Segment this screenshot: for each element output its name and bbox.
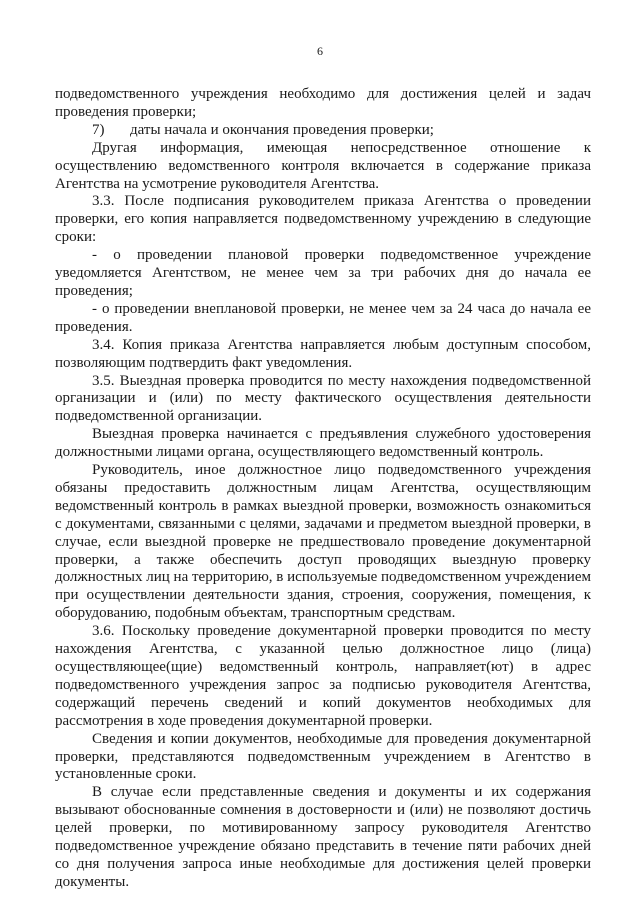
- paragraph: - о проведении плановой проверки подведомственное учреждение уведомляется Агентством, не менее чем за три рабочих дня до начала ее проведения;: [55, 247, 591, 299]
- list-item: [55, 122, 591, 140]
- paragraph: 3.4. Копия приказа Агентства направляется любым доступным способом, позволяющим подтвердить факт уведомления.: [55, 336, 591, 371]
- paragraph: Руководитель, иное должностное лицо подведомственного учреждения обязаны предоставить должностным лицам Агентства, осуществляющим ведомственный контроль в рамках выездной проверки, возможность ознакомиться с документами, связанными с целями, задачами и предметом выездной проверки, в случае, если выездной проверке не предшествовало проведение документарной проверки, а также обеспечить доступ проводящих выездную проверку должностных лиц на территорию, в используемые подведомственном учреждением при осуществлении деятельности здания, строения, сооружения, помещения, к оборудованию, подобным объектам, транспортным средствам.: [55, 462, 591, 622]
- list-item-text: даты начала и окончания проведения проверки;: [130, 121, 434, 138]
- paragraph: 3.5. Выездная проверка проводится по месту нахождения подведомственной организации и (или) по месту фактического осуществления деятельности подведомственной организации.: [55, 372, 591, 425]
- paragraph: Сведения и копии документов, необходимые для проведения документарной проверки, представляются подведомственным учреждением в Агентство в установленные сроки.: [55, 730, 591, 783]
- paragraph: Другая информация, имеющая непосредственное отношение к осуществлению ведомственного контроля включается в содержание приказа Агентства на усмотрение руководителя Агентства.: [55, 139, 591, 192]
- list-item-number: 7): [92, 121, 105, 138]
- paragraph: 3.6. Поскольку проведение документарной проверки проводится по месту нахождения Агентства, с указанной целью должностное лицо (лица) осуществляющее(щие) ведомственный контроль, направляет(ют) в адрес подведомственного учреждения запрос за подписью руководителя Агентства, содержащий перечень сведений и копий документов необходимых для рассмотрения в ходе проведения документарной проверки.: [55, 623, 591, 729]
- paragraph: - о проведении внеплановой проверки, не менее чем за 24 часа до начала ее проведения.: [55, 300, 591, 335]
- document-body: [55, 86, 591, 892]
- paragraph: подведомственного учреждения необходимо для достижения целей и задач проведения проверки;: [55, 86, 591, 120]
- paragraph: В случае если представленные сведения и документы и их содержания вызывают обоснованные сомнения в достоверности и (или) не позволяют достичь целей проверки, по мотивированному запросу руководителя Агентство подведомственное учреждение обязано представить в течение пяти рабочих дней со дня получения запроса иные необходимые для достижения целей проверки документы.: [55, 784, 591, 890]
- paragraph: 3.3. После подписания руководителем приказа Агентства о проведении проверки, его копия направляется подведомственному учреждению в следующие сроки:: [55, 193, 591, 246]
- page-number: 6: [317, 44, 323, 58]
- paragraph: Выездная проверка начинается с предъявления служебного удостоверения должностными лицами органа, осуществляющего ведомственный контроль.: [55, 426, 591, 461]
